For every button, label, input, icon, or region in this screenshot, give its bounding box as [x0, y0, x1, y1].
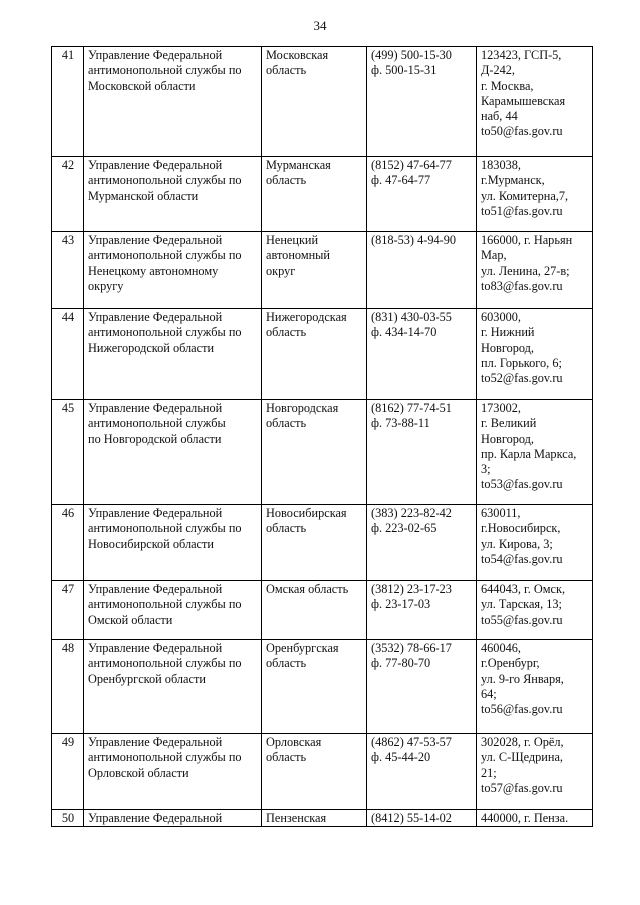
row-number: 42	[52, 157, 84, 232]
region-name: Ненецкий автономный округ	[262, 232, 367, 309]
phone-numbers: (3812) 23-17-23 ф. 23-17-03	[367, 581, 477, 640]
office-name: Управление Федеральной антимонопольной службы по Ненецкому автономному округу	[84, 232, 262, 309]
postal-address: 302028, г. Орёл, ул. С-Щедрина, 21; to57@fas.gov.ru	[477, 734, 593, 810]
postal-address: 603000, г. Нижний Новгород, пл. Горького, 6; to52@fas.gov.ru	[477, 309, 593, 400]
region-name: Орловская область	[262, 734, 367, 810]
table-row	[52, 810, 593, 827]
postal-address: 166000, г. Нарьян Мар, ул. Ленина, 27-в; to83@fas.gov.ru	[477, 232, 593, 309]
phone-numbers: (8152) 47-64-77 ф. 47-64-77	[367, 157, 477, 232]
postal-address: 460046, г.Оренбург, ул. 9-го Января, 64; to56@fas.gov.ru	[477, 640, 593, 734]
postal-address: 173002, г. Великий Новгород, пр. Карла Маркса, 3; to53@fas.gov.ru	[477, 400, 593, 505]
region-name: Московская область	[262, 47, 367, 157]
office-name: Управление Федеральной	[84, 810, 262, 827]
row-number: 45	[52, 400, 84, 505]
office-name: Управление Федеральной антимонопольной службы по Мурманской области	[84, 157, 262, 232]
office-name: Управление Федеральной антимонопольной службы по Омской области	[84, 581, 262, 640]
phone-numbers: (4862) 47-53-57 ф. 45-44-20	[367, 734, 477, 810]
office-name: Управление Федеральной антимонопольной службы по Оренбургской области	[84, 640, 262, 734]
phone-numbers: (499) 500-15-30 ф. 500-15-31	[367, 47, 477, 157]
row-number: 49	[52, 734, 84, 810]
region-name: Мурманская область	[262, 157, 367, 232]
table-row	[52, 157, 593, 232]
phone-numbers: (3532) 78-66-17 ф. 77-80-70	[367, 640, 477, 734]
region-name: Пензенская	[262, 810, 367, 827]
office-name: Управление Федеральной антимонопольной службы по Новосибирской области	[84, 505, 262, 581]
postal-address: 630011, г.Новосибирск, ул. Кирова, 3; to54@fas.gov.ru	[477, 505, 593, 581]
postal-address: 123423, ГСП-5, Д-242, г. Москва, Карамышевская наб, 44 to50@fas.gov.ru	[477, 47, 593, 157]
postal-address: 440000, г. Пенза.	[477, 810, 593, 827]
region-name: Нижегородская область	[262, 309, 367, 400]
row-number: 46	[52, 505, 84, 581]
row-number: 50	[52, 810, 84, 827]
office-name: Управление Федеральной антимонопольной службы по Московской области	[84, 47, 262, 157]
row-number: 47	[52, 581, 84, 640]
region-name: Оренбургская область	[262, 640, 367, 734]
phone-numbers: (383) 223-82-42 ф. 223-02-65	[367, 505, 477, 581]
row-number: 44	[52, 309, 84, 400]
phone-numbers: (818-53) 4-94-90	[367, 232, 477, 309]
phone-numbers: (831) 430-03-55 ф. 434-14-70	[367, 309, 477, 400]
table-row	[52, 734, 593, 810]
phone-numbers: (8412) 55-14-02	[367, 810, 477, 827]
table-row	[52, 232, 593, 309]
table-row	[52, 309, 593, 400]
row-number: 43	[52, 232, 84, 309]
regional-offices-table	[51, 46, 593, 827]
table-row	[52, 505, 593, 581]
postal-address: 183038, г.Мурманск, ул. Комитерна,7, to51@fas.gov.ru	[477, 157, 593, 232]
row-number: 48	[52, 640, 84, 734]
table-row	[52, 640, 593, 734]
table-row	[52, 400, 593, 505]
page-number: 34	[313, 18, 327, 33]
office-name: Управление Федеральной антимонопольной службы по Новгородской области	[84, 400, 262, 505]
region-name: Новосибирская область	[262, 505, 367, 581]
region-name: Омская область	[262, 581, 367, 640]
table-row	[52, 581, 593, 640]
region-name: Новгородская область	[262, 400, 367, 505]
office-name: Управление Федеральной антимонопольной службы по Орловской области	[84, 734, 262, 810]
office-name: Управление Федеральной антимонопольной службы по Нижегородской области	[84, 309, 262, 400]
phone-numbers: (8162) 77-74-51 ф. 73-88-11	[367, 400, 477, 505]
row-number: 41	[52, 47, 84, 157]
postal-address: 644043, г. Омск, ул. Тарская, 13; to55@fas.gov.ru	[477, 581, 593, 640]
table-row	[52, 47, 593, 157]
